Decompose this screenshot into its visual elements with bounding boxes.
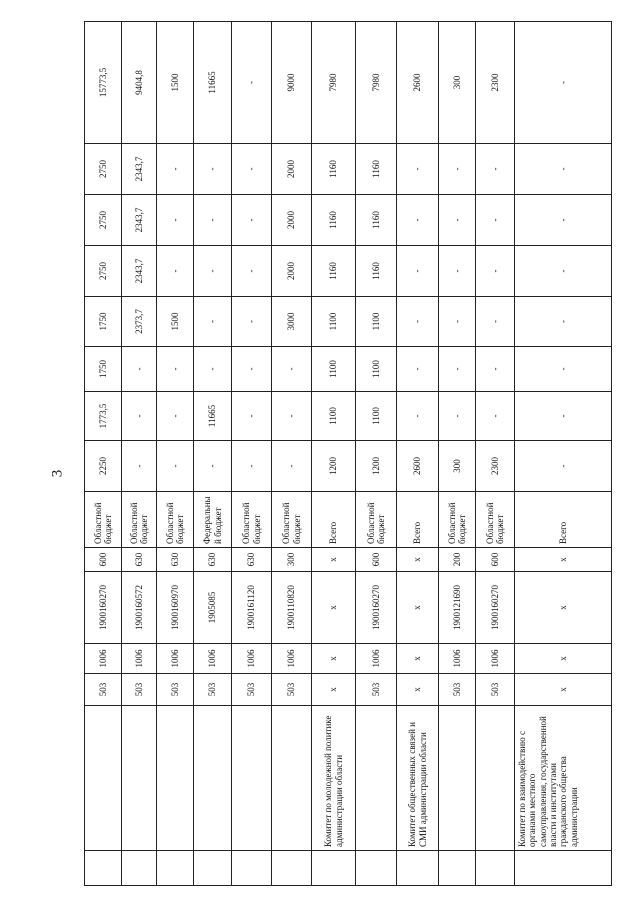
table-cell: Областной бюджет: [272, 492, 312, 548]
table-cell: 7980: [356, 22, 397, 144]
table-cell: 1900160572: [122, 572, 157, 644]
table-cell: 300: [272, 548, 312, 572]
table-cell: 2600: [397, 441, 439, 492]
table-cell: 1100: [356, 297, 397, 347]
table-cell: [85, 851, 122, 886]
table-cell: 2750: [85, 246, 122, 297]
table-cell: -: [397, 297, 439, 347]
table-cell: [194, 851, 232, 886]
table-cell: 600: [85, 548, 122, 572]
table-cell: 630: [194, 548, 232, 572]
table-cell: -: [122, 441, 157, 492]
table-cell: 1160: [356, 144, 397, 195]
table-cell: 11665: [194, 392, 232, 441]
table-cell: [356, 851, 397, 886]
table-cell: -: [157, 195, 194, 246]
table-cell: [232, 851, 272, 886]
table-cell: 600: [476, 548, 515, 572]
table-cell: -: [232, 347, 272, 392]
table-cell: 2000: [272, 195, 312, 246]
table-cell: 1006: [356, 644, 397, 674]
table-cell: 1900160270: [85, 572, 122, 644]
table-cell: 1100: [312, 392, 356, 441]
table-cell: -: [515, 195, 612, 246]
table-cell: 1750: [85, 297, 122, 347]
table-cell: -: [439, 347, 476, 392]
table-cell: -: [397, 144, 439, 195]
table-cell: 503: [122, 674, 157, 706]
table-cell: -: [194, 441, 232, 492]
table-cell: Областной бюджет: [157, 492, 194, 548]
table-cell: -: [439, 392, 476, 441]
table-row: [232, 22, 272, 886]
table-cell: Комитет по взаимодействию с органами местного самоуправления, государственной власти и институтами гражданского общества администрации: [515, 706, 612, 851]
table-cell: 1500: [157, 297, 194, 347]
table-cell: 1006: [194, 644, 232, 674]
table-row: [439, 22, 476, 886]
table-cell: [312, 851, 356, 886]
table-row: [85, 22, 122, 886]
table-cell: -: [194, 246, 232, 297]
table-cell: Областной бюджет: [232, 492, 272, 548]
table-cell: -: [515, 246, 612, 297]
table-cell: -: [272, 441, 312, 492]
table-cell: Всего: [515, 492, 612, 548]
budget-table: [84, 21, 612, 886]
table-cell: Областной бюджет: [356, 492, 397, 548]
table-cell: 630: [232, 548, 272, 572]
table-cell: -: [157, 392, 194, 441]
table-cell: -: [272, 347, 312, 392]
table-body: [85, 22, 612, 886]
table-cell: -: [439, 195, 476, 246]
table-cell: -: [515, 297, 612, 347]
table-cell: 630: [122, 548, 157, 572]
table-cell: Федеральный бюджет: [194, 492, 232, 548]
table-cell: 1160: [356, 195, 397, 246]
table-cell: [476, 706, 515, 851]
table-cell: 1006: [122, 644, 157, 674]
table-cell: 1900160970: [157, 572, 194, 644]
table-cell: -: [476, 297, 515, 347]
table-cell: 2300: [476, 22, 515, 144]
table-cell: -: [515, 441, 612, 492]
table-row: [476, 22, 515, 886]
table-cell: 9404,8: [122, 22, 157, 144]
table-cell: [85, 706, 122, 851]
table-cell: [476, 851, 515, 886]
table-cell: 503: [476, 674, 515, 706]
table-cell: -: [157, 144, 194, 195]
table-cell: Комитет общественных связей и СМИ администрации области: [397, 706, 439, 851]
table-cell: х: [312, 548, 356, 572]
table-cell: х: [312, 644, 356, 674]
table-cell: Областной бюджет: [439, 492, 476, 548]
table-cell: -: [476, 347, 515, 392]
table-cell: -: [476, 392, 515, 441]
table-cell: Комитет по молодежной политике администрации области: [312, 706, 356, 851]
table-cell: 1200: [312, 441, 356, 492]
table-cell: 200: [439, 548, 476, 572]
table-cell: 1006: [232, 644, 272, 674]
table-cell: 9000: [272, 22, 312, 144]
table-row: [194, 22, 232, 886]
table-cell: 503: [194, 674, 232, 706]
table-cell: -: [515, 347, 612, 392]
table-cell: х: [515, 548, 612, 572]
table-row: [157, 22, 194, 886]
table-cell: 2343,7: [122, 195, 157, 246]
table-row: [312, 22, 356, 886]
table-cell: 503: [157, 674, 194, 706]
table-cell: 1900160270: [476, 572, 515, 644]
rotated-table-area: [84, 22, 611, 886]
table-cell: 1006: [476, 644, 515, 674]
table-cell: -: [232, 246, 272, 297]
table-cell: 600: [356, 548, 397, 572]
table-cell: 1900160270: [356, 572, 397, 644]
table-cell: [194, 706, 232, 851]
table-cell: Областной бюджет: [122, 492, 157, 548]
table-cell: 2300: [476, 441, 515, 492]
table-cell: -: [397, 347, 439, 392]
table-cell: 7980: [312, 22, 356, 144]
table-cell: [122, 851, 157, 886]
table-cell: 1900161120: [232, 572, 272, 644]
table-cell: [515, 851, 612, 886]
table-cell: [356, 706, 397, 851]
table-cell: Областной бюджет: [476, 492, 515, 548]
table-cell: -: [439, 144, 476, 195]
table-cell: -: [232, 392, 272, 441]
table-cell: -: [397, 195, 439, 246]
table-cell: [232, 706, 272, 851]
table-cell: 2250: [85, 441, 122, 492]
table-cell: -: [476, 195, 515, 246]
table-cell: [272, 706, 312, 851]
table-cell: х: [515, 644, 612, 674]
table-cell: 2600: [397, 22, 439, 144]
table-cell: 1900121690: [439, 572, 476, 644]
table-cell: х: [515, 572, 612, 644]
table-cell: 1100: [356, 392, 397, 441]
table-cell: х: [397, 674, 439, 706]
table-cell: 2000: [272, 144, 312, 195]
table-row: [397, 22, 439, 886]
table-cell: -: [194, 144, 232, 195]
table-cell: [439, 851, 476, 886]
table-cell: 1006: [85, 644, 122, 674]
table-cell: -: [232, 22, 272, 144]
table-cell: 1100: [356, 347, 397, 392]
table-cell: х: [397, 572, 439, 644]
table-cell: 2000: [272, 246, 312, 297]
table-cell: [122, 706, 157, 851]
table-cell: 503: [85, 674, 122, 706]
table-cell: -: [439, 246, 476, 297]
table-cell: -: [194, 195, 232, 246]
table-cell: 1006: [439, 644, 476, 674]
table-cell: 1905085: [194, 572, 232, 644]
table-cell: х: [312, 572, 356, 644]
table-cell: 1160: [312, 195, 356, 246]
table-cell: 503: [232, 674, 272, 706]
table-cell: 2343,7: [122, 144, 157, 195]
table-cell: [397, 851, 439, 886]
table-cell: 630: [157, 548, 194, 572]
table-cell: 1900110820: [272, 572, 312, 644]
table-cell: -: [232, 144, 272, 195]
table-cell: -: [157, 246, 194, 297]
table-cell: -: [157, 347, 194, 392]
table-cell: -: [476, 144, 515, 195]
table-cell: -: [232, 297, 272, 347]
table-cell: -: [439, 297, 476, 347]
table-cell: -: [515, 144, 612, 195]
table-cell: -: [122, 392, 157, 441]
table-cell: 1773,5: [85, 392, 122, 441]
table-cell: 2343,7: [122, 246, 157, 297]
table-cell: [272, 851, 312, 886]
table-cell: -: [515, 392, 612, 441]
table-cell: -: [194, 347, 232, 392]
table-cell: 503: [439, 674, 476, 706]
table-cell: х: [397, 548, 439, 572]
page-number: 3: [49, 469, 66, 478]
table-cell: 503: [272, 674, 312, 706]
table-cell: -: [157, 441, 194, 492]
table-cell: -: [397, 246, 439, 297]
table-cell: 3000: [272, 297, 312, 347]
table-cell: 2373,7: [122, 297, 157, 347]
table-cell: 11665: [194, 22, 232, 144]
table-cell: 503: [356, 674, 397, 706]
table-cell: 300: [439, 441, 476, 492]
table-cell: Всего: [397, 492, 439, 548]
table-cell: 1200: [356, 441, 397, 492]
table-cell: 1100: [312, 297, 356, 347]
table-cell: 1100: [312, 347, 356, 392]
table-cell: Всего: [312, 492, 356, 548]
table-cell: -: [232, 195, 272, 246]
table-row: [356, 22, 397, 886]
table-cell: х: [515, 674, 612, 706]
table-cell: 1160: [312, 246, 356, 297]
table-cell: 1160: [312, 144, 356, 195]
table-row: [272, 22, 312, 886]
table-cell: [157, 706, 194, 851]
table-cell: 1160: [356, 246, 397, 297]
table-cell: -: [397, 392, 439, 441]
table-row: [122, 22, 157, 886]
table-cell: [157, 851, 194, 886]
table-cell: -: [122, 347, 157, 392]
table-cell: 2750: [85, 195, 122, 246]
table-cell: х: [397, 644, 439, 674]
table-cell: 1750: [85, 347, 122, 392]
table-cell: х: [312, 674, 356, 706]
table-cell: 1006: [272, 644, 312, 674]
table-cell: -: [272, 392, 312, 441]
table-cell: Областной бюджет: [85, 492, 122, 548]
table-cell: -: [515, 22, 612, 144]
table-cell: 300: [439, 22, 476, 144]
table-cell: -: [232, 441, 272, 492]
table-row: [515, 22, 612, 886]
table-cell: -: [194, 297, 232, 347]
table-cell: [439, 706, 476, 851]
table-cell: 2750: [85, 144, 122, 195]
table-cell: 1006: [157, 644, 194, 674]
table-cell: -: [476, 246, 515, 297]
table-cell: 15773,5: [85, 22, 122, 144]
table-cell: 1500: [157, 22, 194, 144]
